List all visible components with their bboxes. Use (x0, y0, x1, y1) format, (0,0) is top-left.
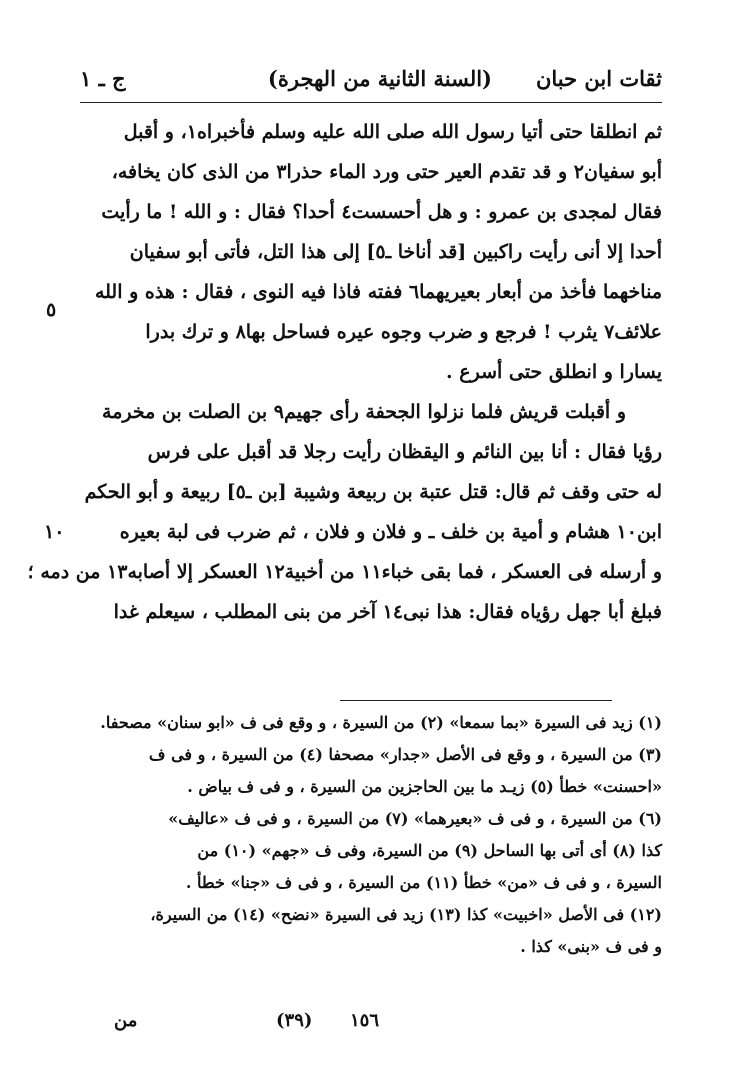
text-line: و أقبلت قريش فلما نزلوا الجحفة رأى جهيم٩ بن الصلت بن مخرمة (102, 401, 626, 423)
page-number: ١٥٦ (350, 1010, 380, 1031)
text-line: و أرسله فى العسكر ، فما بقى خباء١١ من أخبية١٢ العسكر إلا أصابه١٣ من دمه ؛ (27, 561, 662, 583)
line-number-10: ١٠ (44, 521, 65, 543)
text-line: فقال لمجدى بن عمرو : و هل أحسست٤ أحدا؟ فقال : و الله ! ما رأيت (101, 201, 662, 223)
text-line: ثم انطلقا حتى أتيا رسول الله صلى الله عليه وسلم فأخبراه١، و أقبل (123, 121, 662, 143)
book-title: ثقات ابن حبان (535, 66, 662, 91)
section-title: (السنة الثانية من الهجرة) (267, 66, 492, 91)
text-line: له حتى وقف ثم قال: قتل عتبة بن ربيعة وشيبة [بن ـ٥] ربيعة و أبو الحكم (84, 481, 662, 503)
footnote-line: و فى ف «بنى» كذا . (520, 937, 662, 956)
footnotes (80, 707, 662, 963)
signature-mark: (٣٩) (276, 1010, 313, 1031)
footnote-line: (١) زيد فى السيرة «بما سمعا» (٢) من السيرة ، و وقع فى ف «ابو سنان» مصحفا. (100, 713, 662, 732)
text-line: ابن١٠ هشام و أمية بن خلف ـ و فلان و فلان ، ثم ضرب فى لبة بعيره (119, 521, 662, 543)
text-line: أبو سفيان٢ و قد تقدم العير حتى ورد الماء حذرا٣ من الذى كان يخافه، (111, 161, 662, 183)
header-rule (80, 102, 662, 103)
running-head (80, 62, 662, 98)
main-text (27, 112, 662, 632)
text-line: علائف٧ يثرب ! فرجع و ضرب وجوه عيره فساحل بها٨ و ترك بدرا (145, 321, 662, 343)
footnote-line: السيرة ، و فى ف «من» خطأ (١١) من السيرة ، و فى ف «جنا» خطأ . (185, 873, 662, 892)
page-footer (80, 1010, 662, 1040)
footnote-rule (340, 700, 612, 701)
catchword: من (114, 1010, 138, 1031)
part-number: ج ـ ١ (80, 66, 126, 91)
text-line: مناخهما فأخذ من أبعار بعيريهما٦ ففته فاذا فيه النوى ، فقال : هذه و الله (94, 281, 662, 303)
line-number-5: ٥ (46, 299, 57, 321)
text-line: أحدا إلا أنى رأيت راكبين [قد أناخا ـ٥] إلى هذا التل، فأتى أبو سفيان (129, 241, 662, 263)
text-line: رؤيا فقال : أنا بين النائم و اليقظان رأيت رجلا قد أقبل على فرس (147, 441, 662, 463)
footnote-line: (١٢) فى الأصل «اخبيت» كذا (١٣) زيد فى السيرة «نضح» (١٤) من السيرة، (150, 905, 662, 924)
footnote-line: (٣) من السيرة ، و وقع فى الأصل «جدار» مصحفا (٤) من السيرة ، و فى ف (148, 745, 662, 764)
text-line: فبلغ أبا جهل رؤياه فقال: هذا نبى١٤ آخر من بنى المطلب ، سيعلم غدا (113, 601, 662, 623)
footnote-line: كذا (٨) أى أتى بها الساحل (٩) من السيرة، وفى ف «جهم» (١٠) من (197, 841, 662, 860)
footnote-line: «احسنت» خطأ (٥) زيـد ما بين الحاجزين من السيرة ، و فى ف بياض . (187, 777, 662, 796)
text-line: يسارا و انطلق حتى أسرع . (446, 361, 662, 383)
footnote-line: (٦) من السيرة ، و فى ف «بعيرهما» (٧) من السيرة ، و فى ف «عاليف» (168, 809, 662, 828)
